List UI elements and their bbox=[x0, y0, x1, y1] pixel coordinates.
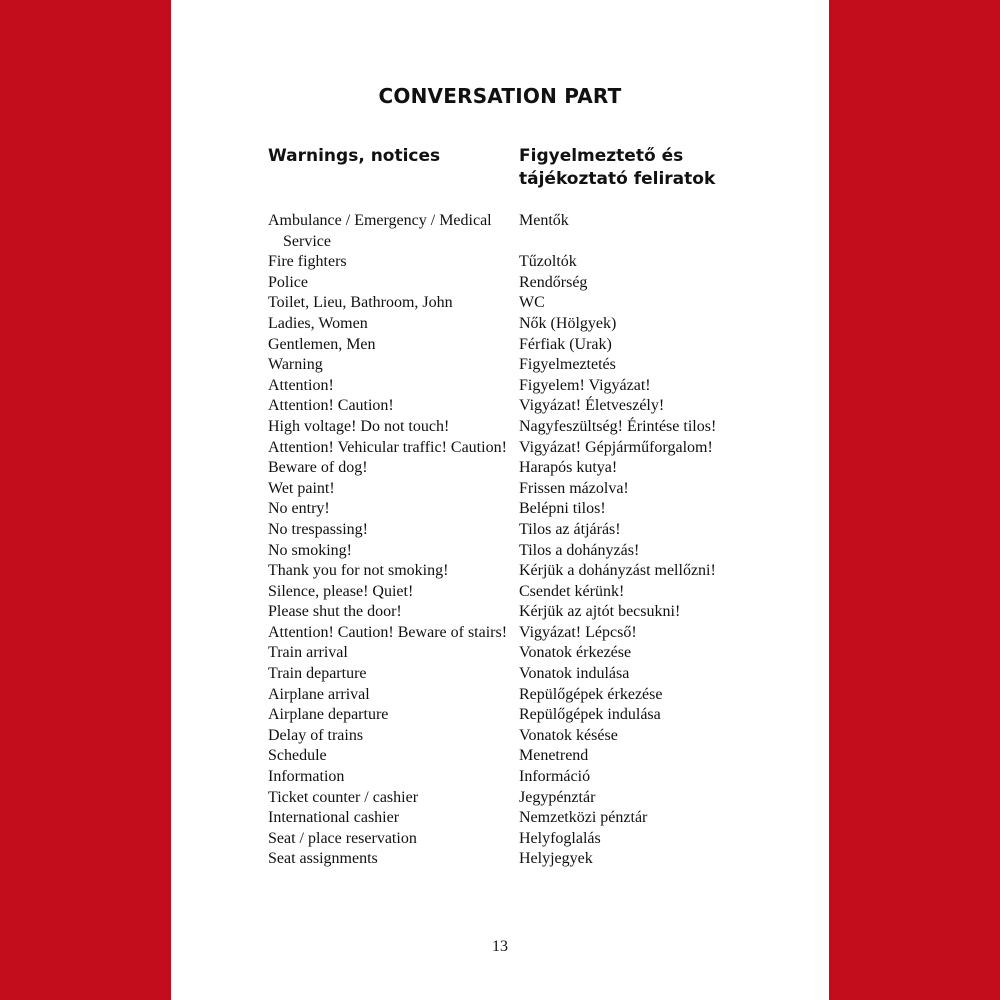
english-phrase: Seat / place reservation bbox=[268, 829, 417, 847]
hungarian-phrase: Vonatok késése bbox=[519, 726, 618, 744]
phrase-row bbox=[268, 808, 788, 829]
english-phrase: International cashier bbox=[268, 809, 400, 827]
phrase-row bbox=[268, 829, 788, 850]
left-red-band bbox=[0, 0, 171, 1000]
hungarian-phrase: Tilos a dohányzás! bbox=[519, 541, 640, 559]
phrase-row bbox=[268, 438, 788, 459]
hungarian-phrase: Jegypénztár bbox=[519, 788, 596, 806]
english-phrase: Train departure bbox=[268, 665, 367, 683]
english-phrase: Airplane departure bbox=[268, 706, 389, 724]
english-phrase: Attention! Caution! Beware of stairs! bbox=[268, 623, 508, 641]
english-phrase: Fire fighters bbox=[268, 253, 347, 271]
phrase-row bbox=[268, 355, 788, 376]
book-page bbox=[171, 0, 829, 1000]
phrase-list bbox=[268, 211, 788, 870]
phrase-row bbox=[268, 664, 788, 685]
english-phrase: Toilet, Lieu, Bathroom, John bbox=[268, 294, 453, 312]
hungarian-phrase: Információ bbox=[519, 768, 591, 786]
hungarian-phrase: Helyjegyek bbox=[519, 850, 593, 868]
phrase-row bbox=[268, 685, 788, 706]
phrase-row bbox=[268, 293, 788, 314]
english-phrase: Ladies, Women bbox=[268, 314, 368, 332]
english-phrase: Ticket counter / cashier bbox=[268, 788, 419, 806]
phrase-row bbox=[268, 767, 788, 788]
english-phrase: Seat assignments bbox=[268, 850, 378, 868]
hungarian-phrase: Belépni tilos! bbox=[519, 500, 606, 518]
english-column-heading: Warnings, notices bbox=[268, 146, 441, 166]
hungarian-phrase: Tűzoltók bbox=[519, 253, 577, 271]
phrase-row bbox=[268, 726, 788, 747]
english-phrase: Thank you for not smoking! bbox=[268, 562, 449, 580]
english-phrase: Ambulance / Emergency / Medical Service bbox=[268, 212, 492, 250]
english-phrase: Airplane arrival bbox=[268, 685, 370, 703]
phrase-row bbox=[268, 479, 788, 500]
english-phrase: Information bbox=[268, 768, 345, 786]
phrase-row bbox=[268, 582, 788, 603]
hungarian-phrase: Kérjük az ajtót becsukni! bbox=[519, 603, 681, 621]
phrase-row bbox=[268, 705, 788, 726]
hungarian-phrase: Nagyfeszültség! Érintése tilos! bbox=[519, 417, 717, 435]
hungarian-phrase: Helyfoglalás bbox=[519, 829, 601, 847]
phrase-row bbox=[268, 396, 788, 417]
phrase-row bbox=[268, 561, 788, 582]
english-phrase: No smoking! bbox=[268, 541, 352, 559]
hungarian-phrase: Repülőgépek érkezése bbox=[519, 685, 663, 703]
phrase-row bbox=[268, 520, 788, 541]
english-phrase: Schedule bbox=[268, 747, 327, 765]
phrase-row bbox=[268, 623, 788, 644]
english-phrase: No trespassing! bbox=[268, 520, 368, 538]
english-phrase: Wet paint! bbox=[268, 479, 335, 497]
phrase-row bbox=[268, 376, 788, 397]
phrase-row bbox=[268, 211, 788, 252]
english-phrase: Gentlemen, Men bbox=[268, 335, 376, 353]
hungarian-phrase: Vonatok érkezése bbox=[519, 644, 632, 662]
hungarian-phrase: Csendet kérünk! bbox=[519, 582, 625, 600]
hungarian-phrase: Férfiak (Urak) bbox=[519, 335, 612, 353]
phrase-row bbox=[268, 849, 788, 870]
hungarian-phrase: Nők (Hölgyek) bbox=[519, 314, 617, 332]
phrase-row bbox=[268, 788, 788, 809]
hungarian-phrase: Nemzetközi pénztár bbox=[519, 809, 648, 827]
hungarian-phrase: Menetrend bbox=[519, 747, 589, 765]
page-number: 13 bbox=[492, 938, 508, 955]
hungarian-phrase: Repülőgépek indulása bbox=[519, 706, 661, 724]
phrase-row bbox=[268, 273, 788, 294]
english-phrase: No entry! bbox=[268, 500, 330, 518]
english-phrase: Silence, please! Quiet! bbox=[268, 582, 414, 600]
phrase-row bbox=[268, 314, 788, 335]
phrase-row bbox=[268, 458, 788, 479]
english-phrase: Warning bbox=[268, 356, 323, 374]
hungarian-phrase: Rendőrség bbox=[519, 273, 588, 291]
english-phrase: Attention! Caution! bbox=[268, 397, 394, 415]
phrase-row bbox=[268, 417, 788, 438]
phrase-row bbox=[268, 643, 788, 664]
english-phrase: Please shut the door! bbox=[268, 603, 402, 621]
hungarian-phrase: Mentők bbox=[519, 212, 569, 229]
hungarian-phrase: Figyelem! Vigyázat! bbox=[519, 376, 651, 394]
hungarian-phrase: Harapós kutya! bbox=[519, 459, 618, 477]
english-phrase: Attention! Vehicular traffic! Caution! bbox=[268, 438, 507, 456]
hungarian-column-heading: Figyelmeztető és tájékoztató feliratok bbox=[519, 146, 716, 189]
hungarian-phrase: Frissen mázolva! bbox=[519, 479, 629, 497]
phrase-row bbox=[268, 252, 788, 273]
right-red-band bbox=[829, 0, 1000, 1000]
hungarian-phrase: Vigyázat! Életveszély! bbox=[519, 397, 665, 415]
hungarian-phrase: Tilos az átjárás! bbox=[519, 520, 621, 538]
phrase-row bbox=[268, 746, 788, 767]
english-phrase: Attention! bbox=[268, 376, 334, 394]
phrase-row bbox=[268, 499, 788, 520]
hungarian-phrase: Vonatok indulása bbox=[519, 665, 630, 683]
page-title: CONVERSATION PART bbox=[378, 84, 622, 108]
english-phrase: Train arrival bbox=[268, 644, 348, 662]
hungarian-phrase: Kérjük a dohányzást mellőzni! bbox=[519, 562, 716, 580]
phrase-row bbox=[268, 602, 788, 623]
hungarian-phrase: Vigyázat! Lépcső! bbox=[519, 623, 637, 641]
hungarian-phrase: Vigyázat! Gépjárműforgalom! bbox=[519, 438, 713, 456]
hungarian-phrase: WC bbox=[519, 294, 545, 312]
english-phrase: Police bbox=[268, 273, 308, 291]
english-phrase: High voltage! Do not touch! bbox=[268, 417, 450, 435]
english-phrase: Delay of trains bbox=[268, 726, 364, 744]
english-phrase: Beware of dog! bbox=[268, 459, 368, 477]
phrase-row bbox=[268, 541, 788, 562]
phrase-row bbox=[268, 335, 788, 356]
hungarian-phrase: Figyelmeztetés bbox=[519, 356, 616, 374]
